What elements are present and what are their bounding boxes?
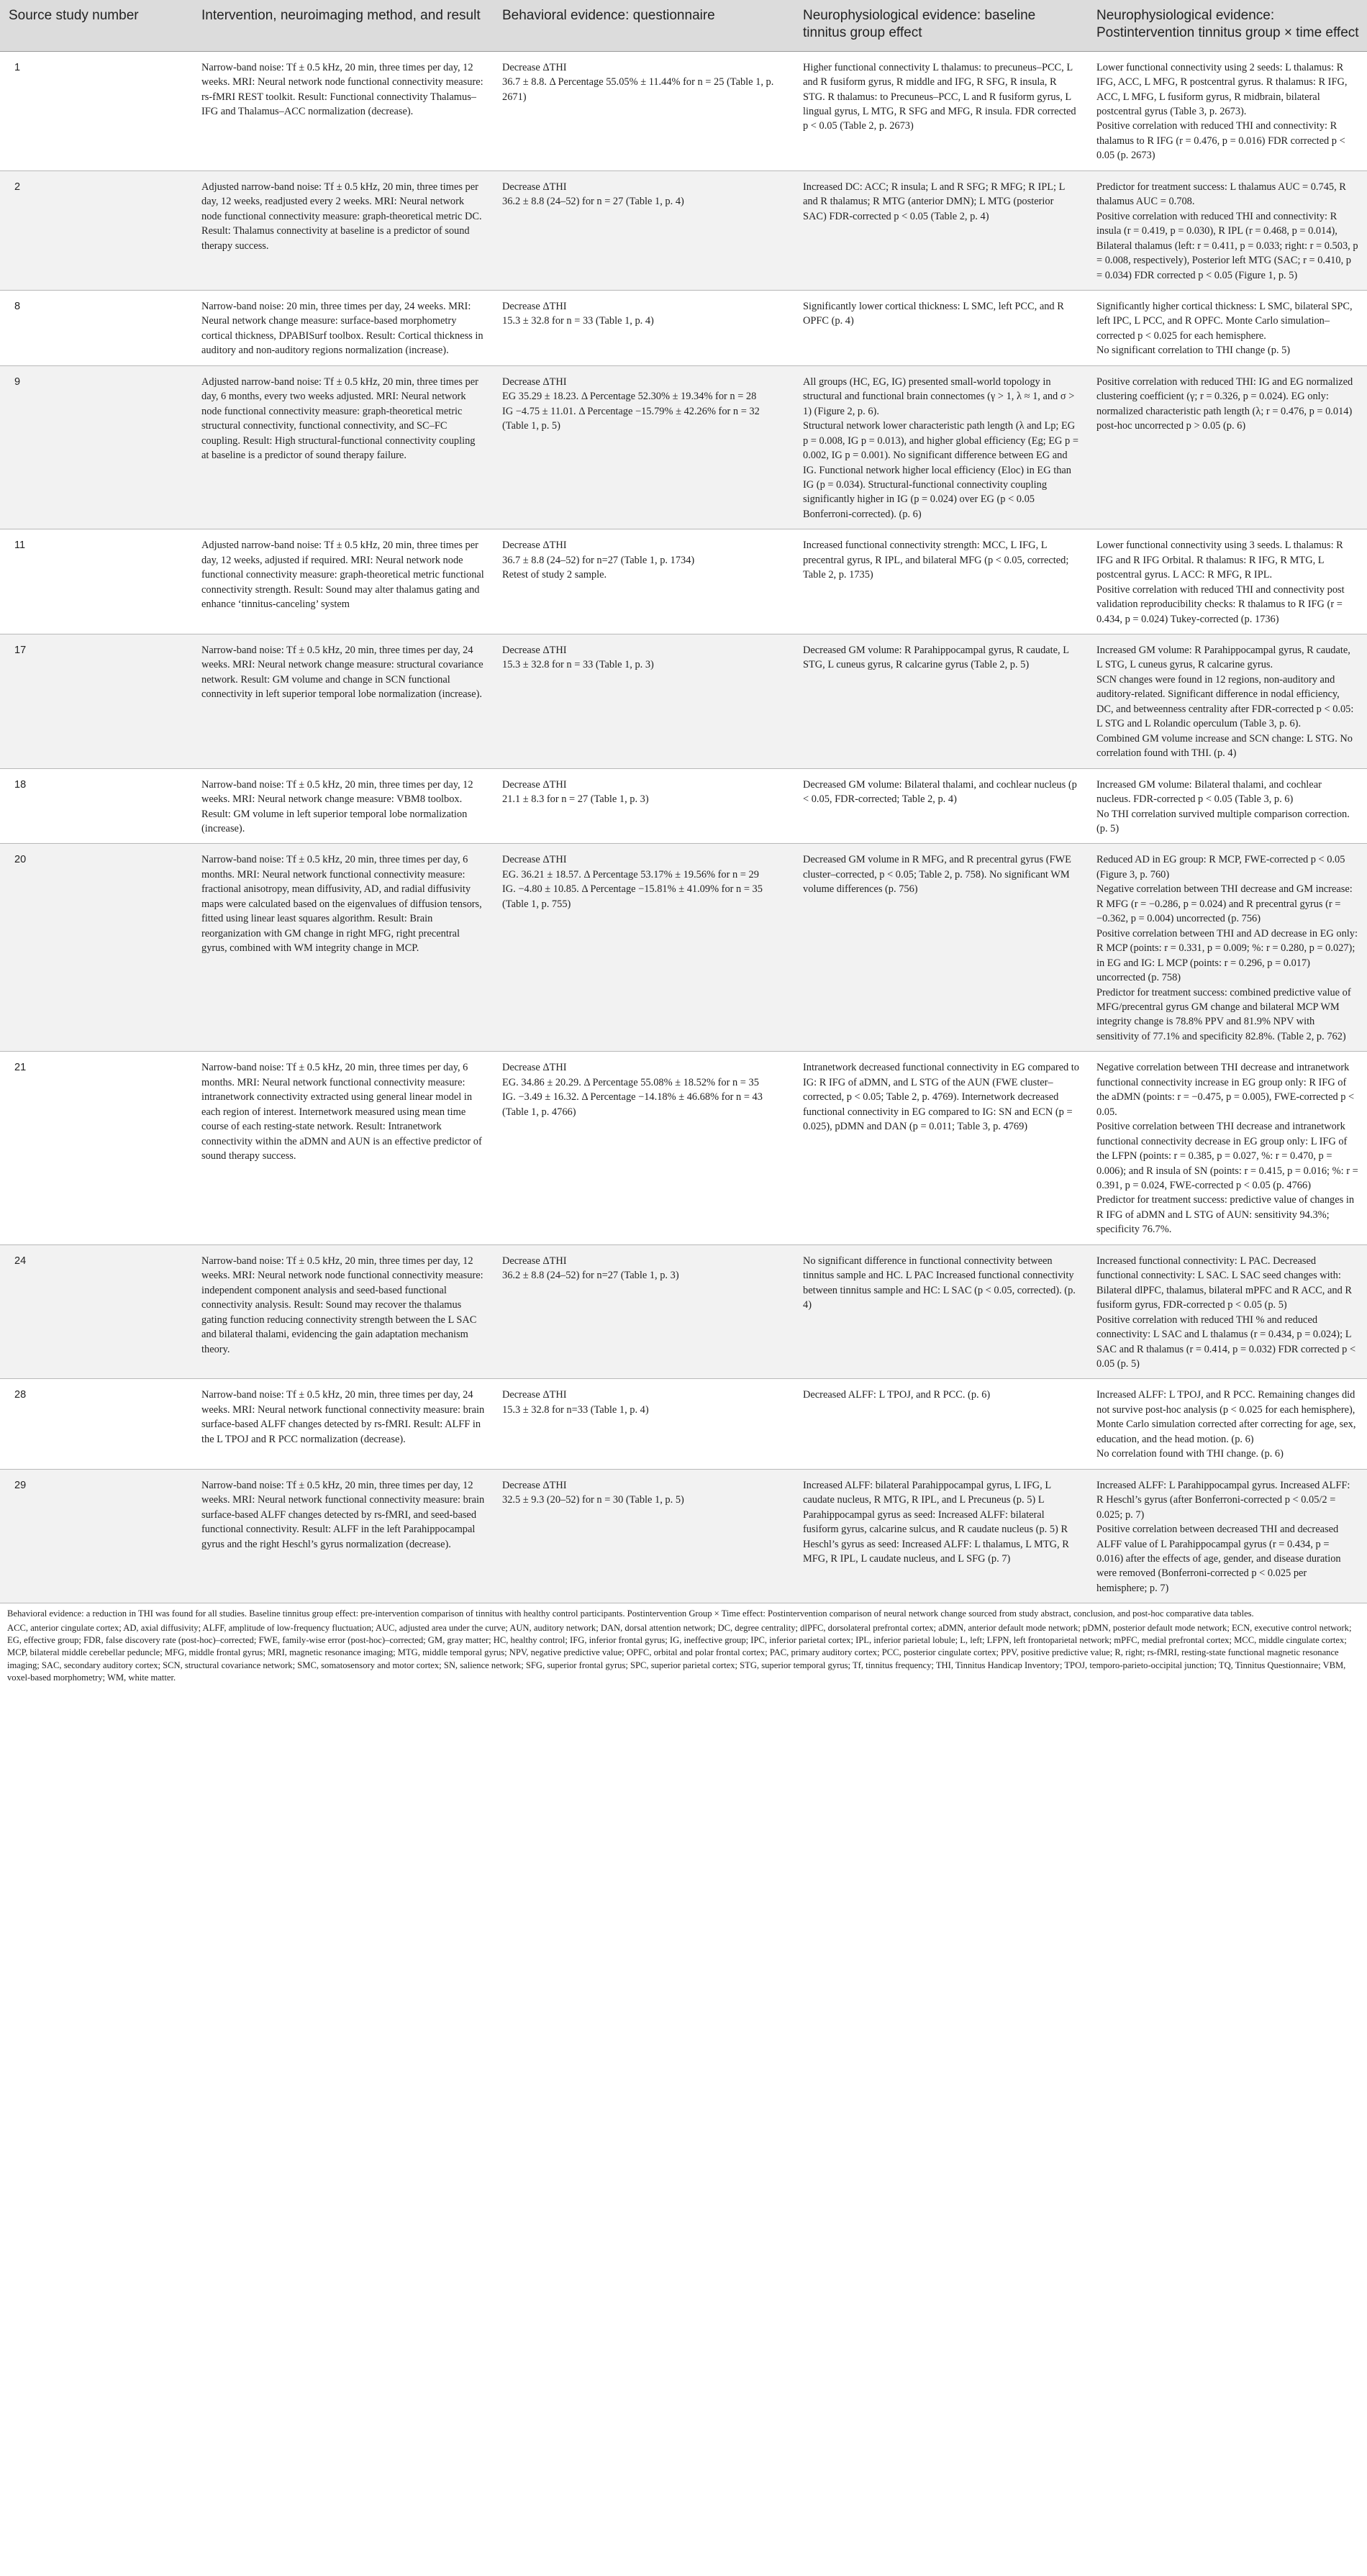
study-number [0, 529, 193, 634]
intervention-cell-text: Adjusted narrow-band noise: Tf ± 0.5 kHz, 20 min, three times per day, 12 weeks, readjusted every 2 weeks. MRI: Neural network node functional connectivity measure: graph-theoretical metric DC. Result: Thalamus connectivity at baseline is a predictor of sound therapy success. [201, 181, 482, 252]
post-cell [1088, 1052, 1367, 1244]
intervention-cell [193, 1244, 494, 1379]
intervention-cell [193, 170, 494, 290]
study-number-text: 21 [14, 1062, 27, 1074]
table-row [0, 634, 1367, 769]
baseline-cell-text: Increased DC: ACC; R insula; L and R SFG; R MFG; R IPL; L and R thalamus; R MTG (anterior DMN); L MTG (posterior SAC) FDR-corrected p < 0.05 (Table 2, p. 4) [803, 181, 1065, 222]
intervention-cell [193, 529, 494, 634]
post-cell-text: Significantly higher cortical thickness: L SMC, bilateral SPC, left IPC, L PCC, and R OPFC. Monte Carlo simulation–corrected p < 0.025 for each hemisphere. No significant correlation to THI change (p. 5) [1096, 300, 1353, 357]
behavioral-cell-text: Decrease ΔTHI 36.7 ± 8.8. Δ Percentage 55.05% ± 11.44% for n = 25 (Table 1, p. 2671) [502, 61, 774, 103]
footnote-abbreviations: ACC, anterior cingulate cortex; AD, axial diffusivity; ALFF, amplitude of low-frequency fluctuation; AUC, adjusted area under the curve; AUN, auditory network; DAN, dorsal attention network; DC, degree centrality; dlPFC, dorsolateral prefrontal cortex; aDMN, anterior default mode network; pDMN, posterior default mode network; ECN, executive control network; EG, effective group; FDR, false discovery rate (post-hoc)–corrected; FWE, family-wise error (post-hoc)–corrected; GM, gray matter; HC, healthy control; IFG, inferior frontal gyrus; IG, ineffective group; IPC, inferior parietal cortex; IPL, inferior parietal lobule; L, left; LFPN, left frontoparietal network; mPFC, medial prefrontal cortex; MCC, middle cingulate cortex; MCP, bilateral middle cerebellar peduncle; MFG, middle frontal gyrus; MRI, magnetic resonance imaging; MTG, middle temporal gyrus; NPV, negative predictive value; OPFC, orbital and polar frontal cortex; PAC, primary auditory cortex; PCC, posterior cingulate cortex; PPV, positive predictive value; R, right; rs-fMRI, resting-state functional magnetic resonance imaging; SAC, secondary auditory cortex; SCN, structural covariance network; SMC, somatosensory and motor cortex; SN, salience network; SFG, superior frontal gyrus; SPC, superior parietal cortex; STG, superior temporal gyrus; Tf, tinnitus frequency; THI, Tinnitus Handicap Inventory; TPOJ, temporo-parieto-occipital junction; TQ, Tinnitus Questionnaire; VBM, voxel-based morphometry; WM, white matter. [7, 1622, 1352, 1683]
intervention-cell [193, 844, 494, 1052]
study-number [0, 290, 193, 365]
study-number [0, 634, 193, 769]
baseline-cell [794, 1244, 1088, 1379]
table-row [0, 1469, 1367, 1603]
intervention-cell [193, 51, 494, 170]
study-number-text: 8 [14, 300, 21, 312]
post-cell-text: Lower functional connectivity using 2 seeds: L thalamus: R IFG, ACC, L MFG, R postcentral gyrus. R thalamus: R IFG, ACC, L MFG, L fusiform gyrus, R midbrain, bilateral postcentral gyrus (Table 3, p. 2673). Positive correlation with reduced THI and connectivity: R thalamus to R IFG (r = 0.476, p = 0.016) FDR corrected p < 0.05 (p. 2673) [1096, 61, 1348, 162]
baseline-cell-text: Higher functional connectivity L thalamus: to precuneus–PCC, L and R fusiform gyrus, R middle and IFG, R SFG, R insula, R STG. R thalamus: to Precuneus–PCC, L and R fusiform gyrus, L lingual gyrus, L MTG, R SFG and MFG, R insula. FDR corrected p < 0.05 (Table 2, p. 2673) [803, 61, 1076, 132]
study-number-text: 17 [14, 645, 27, 657]
post-cell [1088, 844, 1367, 1052]
study-number-text: 24 [14, 1255, 27, 1267]
table-row [0, 51, 1367, 170]
behavioral-cell [494, 634, 794, 769]
header-behavioral: Behavioral evidence: questionnaire [494, 0, 794, 51]
intervention-cell-text: Narrow-band noise: Tf ± 0.5 kHz, 20 min, three times per day, 12 weeks. MRI: Neural network change measure: VBM8 toolbox. Result: GM volume in left superior temporal lobe normalization (increase). [201, 778, 473, 835]
intervention-cell-text: Narrow-band noise: Tf ± 0.5 kHz, 20 min, three times per day, 24 weeks. MRI: Neural network functional connectivity measure: brain surface-based ALFF changes detected by rs-fMRI. Result: ALFF in the L TPOJ and R PCC normalization (decrease). [201, 1389, 485, 1445]
post-cell [1088, 365, 1367, 529]
table-row [0, 768, 1367, 844]
post-cell [1088, 290, 1367, 365]
intervention-cell-text: Narrow-band noise: Tf ± 0.5 kHz, 20 min, three times per day, 24 weeks. MRI: Neural network change measure: structural covariance network. Result: GM volume and change in SCN functional connectivity in left superior temporal lobe normalization (increase). [201, 645, 483, 701]
study-number-text: 9 [14, 376, 21, 388]
post-cell [1088, 1244, 1367, 1379]
intervention-cell [193, 365, 494, 529]
intervention-cell [193, 768, 494, 844]
intervention-cell [193, 290, 494, 365]
study-number [0, 1379, 193, 1469]
behavioral-cell [494, 529, 794, 634]
baseline-cell-text: No significant difference in functional connectivity between tinnitus sample and HC. L PAC Increased functional connectivity between tinnitus sample and HC: L SAC (p < 0.05, corrected). (p. 4) [803, 1255, 1076, 1311]
table-row [0, 1244, 1367, 1379]
intervention-cell [193, 1469, 494, 1603]
table-body [0, 51, 1367, 1603]
post-cell-text: Increased functional connectivity: L PAC. Decreased functional connectivity: L SAC. L SAC seed changes with: Bilateral dlPFC, thalamus, bilateral mPFC and R ACC, and R fusiform gyrus, FDR-corrected p < 0.05 (p. 5) Positive correlation with reduced THI % and reduced connectivity: L SAC and L thalamus (r = 0.434, p = 0.024); L SAC and R thalamus (r = 0.414, p = 0.032) FDR corrected p < 0.05 (p. 5) [1096, 1255, 1356, 1370]
intervention-cell-text: Narrow-band noise: Tf ± 0.5 kHz, 20 min, three times per day, 12 weeks. MRI: Neural network functional connectivity measure: brain surface-based ALFF changes detected by rs-fMRI, and seed-based functional connectivity. Result: ALFF in the left Parahippocampal gyrus and the right Heschl’s gyrus normalization (decrease). [201, 1479, 485, 1550]
baseline-cell [794, 290, 1088, 365]
intervention-cell-text: Narrow-band noise: Tf ± 0.5 kHz, 20 min, three times per day, 12 weeks. MRI: Neural network node functional connectivity measure: rs-fMRI REST toolkit. Result: Functional connectivity Thalamus–IFG and Thalamus–ACC normalization (decrease). [201, 61, 483, 117]
post-cell-text: Lower functional connectivity using 3 seeds. L thalamus: R IFG and R IFG Orbital. R thalamus: R IFG, R MTG, L postcentral gyrus. L ACC: R MFG, R IPL. Positive correlation with reduced THI and connectivity post validation reproducibility checks: R thalamus to R IFG (r = 0.434, p = 0.024) Tukey-corrected (p. 1736) [1096, 540, 1345, 625]
baseline-cell [794, 634, 1088, 769]
header-post: Neurophysiological evidence: Postintervention tinnitus group × time effect [1088, 0, 1367, 51]
study-number-text: 2 [14, 181, 21, 193]
behavioral-cell [494, 1052, 794, 1244]
intervention-cell-text: Narrow-band noise: 20 min, three times per day, 24 weeks. MRI: Neural network change measure: surface-based morphometry cortical thickness, DPABISurf toolbox. Result: Cortical thickness in auditory and non-auditory regions normalization (increase). [201, 300, 483, 357]
header-row [0, 0, 1367, 51]
post-cell [1088, 529, 1367, 634]
table-row [0, 290, 1367, 365]
behavioral-cell-text: Decrease ΔTHI 36.2 ± 8.8 (24–52) for n = 27 (Table 1, p. 4) [502, 181, 684, 208]
study-number [0, 1052, 193, 1244]
study-number-text: 18 [14, 778, 27, 791]
study-number [0, 768, 193, 844]
table-row [0, 1052, 1367, 1244]
intervention-cell-text: Narrow-band noise: Tf ± 0.5 kHz, 20 min, three times per day, 12 weeks. MRI: Neural network node functional connectivity measure: independent component analysis and seed-based functional connectivity analysis. Result: Sound may recover the thalamus gating function reducing connectivity strength between the L SAC and bilateral thalami, evidencing the gain adaptation mechanism theory. [201, 1255, 483, 1355]
study-number-text: 11 [14, 540, 26, 552]
intervention-cell [193, 634, 494, 769]
study-number [0, 1244, 193, 1379]
study-number [0, 1469, 193, 1603]
study-number-text: 1 [14, 61, 21, 73]
behavioral-cell [494, 844, 794, 1052]
study-number [0, 51, 193, 170]
study-number-text: 20 [14, 854, 27, 866]
footnote-definitions: Behavioral evidence: a reduction in THI was found for all studies. Baseline tinnitus group effect: pre-intervention comparison of tinnitus with healthy control participants. Postintervention Group × Time effect: Postintervention comparison of neural network change sourced from study abstract, conclusion, and post-hoc comparative data tables. [7, 1608, 1254, 1619]
study-number-text: 28 [14, 1389, 27, 1401]
behavioral-cell-text: Decrease ΔTHI 21.1 ± 8.3 for n = 27 (Table 1, p. 3) [502, 778, 649, 806]
behavioral-cell-text: Decrease ΔTHI 36.7 ± 8.8 (24–52) for n=27 (Table 1, p. 1734) Retest of study 2 sample. [502, 540, 695, 581]
post-cell-text: Increased ALFF: L TPOJ, and R PCC. Remaining changes did not survive post-hoc analysis (p < 0.025 for each hemisphere), Monte Carlo simulation corrected after correcting for age, sex, education, and the head motion. (p. 6) No correlation found with THI change. (p. 6) [1096, 1389, 1356, 1460]
baseline-cell-text: Significantly lower cortical thickness: L SMC, left PCC, and R OPFC (p. 4) [803, 300, 1064, 327]
header-intervention: Intervention, neuroimaging method, and result [193, 0, 494, 51]
behavioral-cell-text: Decrease ΔTHI 15.3 ± 32.8 for n = 33 (Table 1, p. 3) [502, 645, 654, 671]
table-row [0, 170, 1367, 290]
post-cell-text: Increased GM volume: R Parahippocampal gyrus, R caudate, L STG, L cuneus gyrus, R calcarine gyrus. SCN changes were found in 12 regions, non-auditory and auditory-related. Significant difference in nodal efficiency, DC, and betweenness centrality after FDR-corrected p < 0.05: L STG and L Rolandic operculum (Table 3, p. 6). Combined GM volume increase and SCN change: L STG. No correlation found with THI. (p. 4) [1096, 645, 1354, 760]
baseline-cell [794, 170, 1088, 290]
behavioral-cell [494, 1469, 794, 1603]
behavioral-cell [494, 1244, 794, 1379]
post-cell [1088, 170, 1367, 290]
behavioral-cell [494, 51, 794, 170]
baseline-cell-text: Increased ALFF: bilateral Parahippocampal gyrus, L IFG, L caudate nucleus, R MTG, R IPL, and L Precuneus (p. 5) L Parahippocampal gyrus as seed: Increased ALFF: bilateral fusiform gyrus, calcarine sulcus, and R caudate nucleus (p. 5) R Heschl’s gyrus as seed: Increased ALFF: L thalamus, L MTG, R MFG, R IPL, L caudate nucleus, and L SFG (p. 7) [803, 1479, 1069, 1565]
behavioral-cell [494, 290, 794, 365]
baseline-cell [794, 365, 1088, 529]
table-header [0, 0, 1367, 51]
baseline-cell [794, 1469, 1088, 1603]
baseline-cell-text: All groups (HC, EG, IG) presented small-world topology in structural and functional brain connectomes (γ > 1, λ ≈ 1, and σ > 1) (Figure 2, p. 6). Structural network lower characteristic path length (λ and Lp; EG p = 0.008, IG p = 0.013), and higher global efficiency (Eg; EG p = 0.002, IG p = 0.001). No significant difference between EG and IG. Functional network higher local efficiency (Eloc) in EG than IG (p = 0.034). Structural-functional connectivity coupling significantly higher in IG (p = 0.024) over EG (p < 0.05 Bonferroni-corrected). (p. 6) [803, 376, 1078, 520]
post-cell [1088, 634, 1367, 769]
baseline-cell [794, 768, 1088, 844]
post-cell-text: Positive correlation with reduced THI: IG and EG normalized clustering coefficient (γ; r = 0.326, p = 0.024). EG only: normalized characteristic path length (λ; r = 0.476, p = 0.014) post-hoc uncorrected p > 0.05 (p. 6) [1096, 376, 1353, 432]
post-cell-text: Increased ALFF: L Parahippocampal gyrus. Increased ALFF: R Heschl’s gyrus (after Bonferroni-corrected p < 0.05/2 = 0.025; p. 7) Positive correlation between decreased THI and decreased ALFF value of L Parahippocampal gyrus (r = 0.434, p = 0.016) after the effects of age, gender, and disease duration were removed (Bonferroni-corrected p < 0.025 per hemisphere; p. 7) [1096, 1479, 1350, 1594]
baseline-cell [794, 51, 1088, 170]
table-row [0, 365, 1367, 529]
behavioral-cell-text: Decrease ΔTHI 15.3 ± 32.8 for n=33 (Table 1, p. 4) [502, 1389, 649, 1416]
baseline-cell [794, 1379, 1088, 1469]
baseline-cell-text: Increased functional connectivity strength: MCC, L IFG, L precentral gyrus, R IPL, and bilateral MFG (p < 0.05, corrected; Table 2, p. 1735) [803, 540, 1069, 581]
behavioral-cell-text: Decrease ΔTHI 36.2 ± 8.8 (24–52) for n=27 (Table 1, p. 3) [502, 1255, 679, 1282]
behavioral-cell [494, 170, 794, 290]
intervention-cell-text: Narrow-band noise: Tf ± 0.5 kHz, 20 min, three times per day, 6 months. MRI: Neural network functional connectivity measure: fractional anisotropy, mean diffusivity, AD, and radial diffusivity maps were calculated based on the eigenvalues of diffusion tensors, fitted using linear least squares algorithm. Result: Brain reorganization with GM change in right MFG, right precentral gyrus, combined with WM integrity change in MCP. [201, 854, 482, 955]
behavioral-cell-text: Decrease ΔTHI EG. 34.86 ± 20.29. Δ Percentage 55.08% ± 18.52% for n = 35 IG. −3.49 ± 16.32. Δ Percentage −14.18% ± 46.68% for n = 43 (Table 1, p. 4766) [502, 1062, 763, 1118]
post-cell-text: Increased GM volume: Bilateral thalami, and cochlear nucleus. FDR-corrected p < 0.05 (Table 3, p. 6) No THI correlation survived multiple comparison correction. (p. 5) [1096, 778, 1350, 835]
header-source-study: Source study number [0, 0, 193, 51]
behavioral-cell-text: Decrease ΔTHI 32.5 ± 9.3 (20–52) for n = 30 (Table 1, p. 5) [502, 1479, 684, 1506]
behavioral-cell-text: Decrease ΔTHI EG 35.29 ± 18.23. Δ Percentage 52.30% ± 19.34% for n = 28 IG −4.75 ± 11.01. Δ Percentage −15.79% ± 42.26% for n = 32 (Table 1, p. 5) [502, 376, 760, 432]
behavioral-cell-text: Decrease ΔTHI EG. 36.21 ± 18.57. Δ Percentage 53.17% ± 19.56% for n = 29 IG. −4.80 ± 10.85. Δ Percentage −15.81% ± 41.09% for n = 35 (Table 1, p. 755) [502, 854, 763, 910]
intervention-cell [193, 1052, 494, 1244]
table-row [0, 844, 1367, 1052]
post-cell-text: Negative correlation between THI decrease and intranetwork functional connectivity increase in EG group only: R IFG of the aDMN (points: r = −0.475, p = 0.005), FWE-corrected p < 0.05. Positive correlation between THI decrease and intranetwork functional connectivity decrease in EG group only: L IFG of the LFPN (points: r = 0.385, p = 0.027, %: r = 0.470, p = 0.006); and R insula of SN (points: r = 0.415, p = 0.016; %: r = 0.391, p = 0.024, FWE-corrected p < 0.05 (p. 4766) Predictor for treatment success: predictive value of changes in R IFG of aDMN and L STG of AUN: sensitivity 94.3%; specificity 76.7%. [1096, 1062, 1358, 1236]
post-cell [1088, 1469, 1367, 1603]
post-cell [1088, 768, 1367, 844]
behavioral-cell [494, 1379, 794, 1469]
baseline-cell [794, 1052, 1088, 1244]
post-cell-text: Predictor for treatment success: L thalamus AUC = 0.745, R thalamus AUC = 0.708. Positive correlation with reduced THI and connectivity: R insula (r = 0.419, p = 0.030), R IPL (r = 0.468, p = 0.014), Bilateral thalamus (left: r = 0.411, p = 0.033; right: r = 0.503, p = 0.008, respectively), Posterior left MTG (SAC; r = 0.410, p = 0.034) FDR corrected p < 0.05 (Figure 1, p. 5) [1096, 181, 1358, 281]
post-cell [1088, 51, 1367, 170]
table-footnotes [0, 1603, 1367, 1684]
behavioral-cell [494, 365, 794, 529]
study-number-text: 29 [14, 1479, 27, 1491]
table-row [0, 1379, 1367, 1469]
behavioral-cell-text: Decrease ΔTHI 15.3 ± 32.8 for n = 33 (Table 1, p. 4) [502, 300, 654, 327]
study-number [0, 844, 193, 1052]
baseline-cell-text: Decreased GM volume in R MFG, and R precentral gyrus (FWE cluster–corrected, p < 0.05; Table 2, p. 758). No significant WM volume differences (p. 756) [803, 854, 1071, 896]
intervention-cell-text: Adjusted narrow-band noise: Tf ± 0.5 kHz, 20 min, three times per day, 12 weeks, adjusted if required. MRI: Neural network node functional connectivity measure: graph-theoretical metric functional connectivity strength. Result: Sound may alter thalamus gating and enhance ‘tinnitus-canceling’ system [201, 540, 484, 611]
table-row [0, 529, 1367, 634]
behavioral-cell [494, 768, 794, 844]
intervention-cell-text: Narrow-band noise: Tf ± 0.5 kHz, 20 min, three times per day, 6 months. MRI: Neural network functional connectivity measure: intranetwork connectivity extracted using general linear model in each region of interest. Internetwork measured using mean time course of each resting-state network. Result: Intranetwork connectivity within the aDMN and AUN is an effective predictor of sound therapy success. [201, 1062, 482, 1162]
baseline-cell-text: Decreased ALFF: L TPOJ, and R PCC. (p. 6) [803, 1389, 991, 1401]
baseline-cell-text: Decreased GM volume: R Parahippocampal gyrus, R caudate, L STG, L cuneus gyrus, R calcarine gyrus (Table 2, p. 5) [803, 645, 1069, 671]
intervention-cell-text: Adjusted narrow-band noise: Tf ± 0.5 kHz, 20 min, three times per day, 6 months, every two weeks adjusted. MRI: Neural network node functional connectivity measure: graph-theoretical metric structural connectivity, functional connectivity, and SC–FC coupling. Result: High structural-functional connectivity coupling at baseline is a predictor of sound therapy failure. [201, 376, 478, 462]
baseline-cell-text: Intranetwork decreased functional connectivity in EG compared to IG: R IFG of aDMN, and L STG of the AUN (FWE cluster–corrected, p < 0.05; Table 2, p. 4769). Internetwork decreased functional connectivity in EG compared to IG: SN and ECN (p = 0.025), pDMN and DAN (p = 0.011; Table 3, p. 4769) [803, 1062, 1080, 1133]
post-cell-text: Reduced AD in EG group: R MCP, FWE-corrected p < 0.05 (Figure 3, p. 760) Negative correlation between THI decrease and GM increase: R MFG (r = −0.286, p = 0.024) and R precentral gyrus (r = −0.362, p = 0.004) uncorrected (p. 756) Positive correlation between THI and AD decrease in EG only: R MCP (points: r = 0.331, p = 0.009; %: r = 0.280, p = 0.027); in EG and IG: L MCP (points: r = 0.296, p = 0.017) uncorrected (p. 758) Predictor for treatment success: combined predictive value of MFG/precentral gyrus GM change and bilateral MCP WM integrity change is 78.8% PPV and 81.9% NPV with sensitivity of 77.1% and specificity 82.8%. (Table 2, p. 762) [1096, 854, 1358, 1042]
post-cell [1088, 1379, 1367, 1469]
study-number [0, 365, 193, 529]
baseline-cell-text: Decreased GM volume: Bilateral thalami, and cochlear nucleus (p < 0.05, FDR-corrected; Table 2, p. 4) [803, 778, 1077, 806]
study-number [0, 170, 193, 290]
baseline-cell [794, 529, 1088, 634]
intervention-cell [193, 1379, 494, 1469]
baseline-cell [794, 844, 1088, 1052]
header-baseline: Neurophysiological evidence: baseline tinnitus group effect [794, 0, 1088, 51]
